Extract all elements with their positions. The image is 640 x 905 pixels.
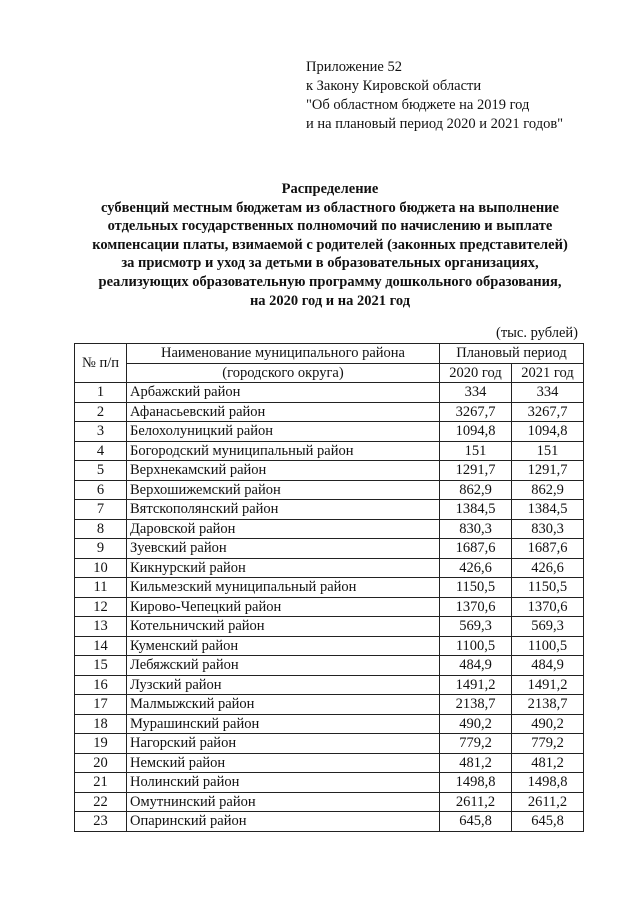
row-district-name: Вятскополянский район xyxy=(127,500,440,520)
row-value-2021: 1491,2 xyxy=(512,675,584,695)
row-value-2021: 830,3 xyxy=(512,519,584,539)
table-row xyxy=(75,812,584,832)
row-value-2020: 484,9 xyxy=(440,656,512,676)
subvention-table xyxy=(74,343,584,832)
row-number: 1 xyxy=(75,383,127,403)
row-value-2020: 1150,5 xyxy=(440,578,512,598)
table-row xyxy=(75,519,584,539)
row-district-name: Верхнекамский район xyxy=(127,461,440,481)
row-number: 15 xyxy=(75,656,127,676)
row-number: 14 xyxy=(75,636,127,656)
title-line: за присмотр и уход за детьми в образовательных организациях, xyxy=(121,255,539,272)
row-district-name: Мурашинский район xyxy=(127,714,440,734)
row-number: 18 xyxy=(75,714,127,734)
row-number: 16 xyxy=(75,675,127,695)
row-value-2021: 1498,8 xyxy=(512,773,584,793)
row-value-2021: 3267,7 xyxy=(512,402,584,422)
row-value-2020: 830,3 xyxy=(440,519,512,539)
row-value-2020: 151 xyxy=(440,441,512,461)
table-row xyxy=(75,734,584,754)
appendix-note xyxy=(306,58,563,134)
row-value-2020: 1100,5 xyxy=(440,636,512,656)
table-row xyxy=(75,675,584,695)
table-row xyxy=(75,597,584,617)
row-number: 4 xyxy=(75,441,127,461)
row-number: 21 xyxy=(75,773,127,793)
row-number: 22 xyxy=(75,792,127,812)
header-num: № п/п xyxy=(75,344,127,383)
row-district-name: Верхошижемский район xyxy=(127,480,440,500)
row-value-2020: 1384,5 xyxy=(440,500,512,520)
table-row xyxy=(75,714,584,734)
table-row xyxy=(75,500,584,520)
table-row xyxy=(75,480,584,500)
row-district-name: Омутнинский район xyxy=(127,792,440,812)
document-title xyxy=(60,180,600,310)
appendix-line: Приложение 52 xyxy=(306,59,402,75)
row-value-2020: 569,3 xyxy=(440,617,512,637)
row-value-2021: 1384,5 xyxy=(512,500,584,520)
row-value-2021: 862,9 xyxy=(512,480,584,500)
title-line: Распределение xyxy=(281,181,379,197)
header-2020: 2020 год xyxy=(440,363,512,383)
table-header-row xyxy=(75,344,584,364)
title-line: компенсации платы, взимаемой с родителей (законных представителей) xyxy=(92,236,568,253)
row-number: 10 xyxy=(75,558,127,578)
row-number: 6 xyxy=(75,480,127,500)
table-row xyxy=(75,636,584,656)
table-row xyxy=(75,383,584,403)
table-row xyxy=(75,461,584,481)
row-number: 13 xyxy=(75,617,127,637)
table-row xyxy=(75,422,584,442)
row-value-2021: 1291,7 xyxy=(512,461,584,481)
row-value-2020: 862,9 xyxy=(440,480,512,500)
row-district-name: Белохолуницкий район xyxy=(127,422,440,442)
row-number: 23 xyxy=(75,812,127,832)
row-value-2020: 490,2 xyxy=(440,714,512,734)
row-number: 19 xyxy=(75,734,127,754)
row-value-2020: 645,8 xyxy=(440,812,512,832)
row-value-2021: 2138,7 xyxy=(512,695,584,715)
row-number: 8 xyxy=(75,519,127,539)
row-value-2020: 779,2 xyxy=(440,734,512,754)
table-row xyxy=(75,773,584,793)
table-row xyxy=(75,578,584,598)
appendix-line: и на плановый период 2020 и 2021 годов" xyxy=(306,116,564,132)
title-line: на 2020 год и на 2021 год xyxy=(249,292,411,309)
row-number: 11 xyxy=(75,578,127,598)
table-row xyxy=(75,695,584,715)
table-row xyxy=(75,539,584,559)
table-row xyxy=(75,441,584,461)
appendix-line: к Закону Кировской области xyxy=(306,78,482,94)
row-district-name: Богородский муниципальный район xyxy=(127,441,440,461)
row-district-name: Нагорский район xyxy=(127,734,440,754)
row-district-name: Котельничский район xyxy=(127,617,440,637)
row-district-name: Кильмезский муниципальный район xyxy=(127,578,440,598)
row-number: 2 xyxy=(75,402,127,422)
row-district-name: Кирово-Чепецкий район xyxy=(127,597,440,617)
appendix-line: "Об областном бюджете на 2019 год xyxy=(306,97,530,113)
row-value-2020: 2611,2 xyxy=(440,792,512,812)
row-value-2021: 645,8 xyxy=(512,812,584,832)
row-value-2020: 2138,7 xyxy=(440,695,512,715)
row-number: 5 xyxy=(75,461,127,481)
row-district-name: Куменский район xyxy=(127,636,440,656)
row-value-2020: 1291,7 xyxy=(440,461,512,481)
table-row xyxy=(75,656,584,676)
row-district-name: Малмыжский район xyxy=(127,695,440,715)
row-value-2020: 1498,8 xyxy=(440,773,512,793)
row-number: 7 xyxy=(75,500,127,520)
row-number: 20 xyxy=(75,753,127,773)
header-name-sub: (городского округа) xyxy=(127,363,440,383)
row-value-2021: 569,3 xyxy=(512,617,584,637)
table-body xyxy=(75,383,584,832)
row-value-2021: 481,2 xyxy=(512,753,584,773)
row-district-name: Афанасьевский район xyxy=(127,402,440,422)
row-number: 9 xyxy=(75,539,127,559)
row-value-2020: 3267,7 xyxy=(440,402,512,422)
row-value-2021: 334 xyxy=(512,383,584,403)
row-district-name: Нолинский район xyxy=(127,773,440,793)
table-row xyxy=(75,617,584,637)
row-district-name: Зуевский район xyxy=(127,539,440,559)
table-row xyxy=(75,402,584,422)
row-value-2021: 2611,2 xyxy=(512,792,584,812)
row-number: 3 xyxy=(75,422,127,442)
row-value-2021: 779,2 xyxy=(512,734,584,754)
row-value-2020: 1094,8 xyxy=(440,422,512,442)
row-value-2020: 481,2 xyxy=(440,753,512,773)
row-district-name: Кикнурский район xyxy=(127,558,440,578)
row-number: 12 xyxy=(75,597,127,617)
table-row xyxy=(75,558,584,578)
row-value-2020: 426,6 xyxy=(440,558,512,578)
row-value-2021: 1094,8 xyxy=(512,422,584,442)
title-line: отдельных государственных полномочий по начислению и выплате xyxy=(107,218,553,235)
row-value-2021: 1100,5 xyxy=(512,636,584,656)
row-value-2021: 151 xyxy=(512,441,584,461)
row-value-2020: 1491,2 xyxy=(440,675,512,695)
row-district-name: Лебяжский район xyxy=(127,656,440,676)
header-period: Плановый период xyxy=(440,344,584,364)
row-number: 17 xyxy=(75,695,127,715)
table-row xyxy=(75,792,584,812)
row-value-2020: 1687,6 xyxy=(440,539,512,559)
header-name: Наименование муниципального района xyxy=(127,344,440,364)
units-label: (тыс. рублей) xyxy=(496,325,578,341)
row-value-2021: 426,6 xyxy=(512,558,584,578)
row-value-2021: 484,9 xyxy=(512,656,584,676)
header-2021: 2021 год xyxy=(512,363,584,383)
title-line: субвенций местным бюджетам из областного бюджета на выполнение xyxy=(101,199,559,216)
table-header-row xyxy=(75,363,584,383)
title-line: реализующих образовательную программу дошкольного образования, xyxy=(98,273,562,290)
row-value-2021: 490,2 xyxy=(512,714,584,734)
row-district-name: Лузский район xyxy=(127,675,440,695)
row-value-2021: 1150,5 xyxy=(512,578,584,598)
table-row xyxy=(75,753,584,773)
row-district-name: Арбажский район xyxy=(127,383,440,403)
row-value-2021: 1687,6 xyxy=(512,539,584,559)
row-district-name: Немский район xyxy=(127,753,440,773)
row-value-2020: 1370,6 xyxy=(440,597,512,617)
row-district-name: Даровской район xyxy=(127,519,440,539)
row-value-2021: 1370,6 xyxy=(512,597,584,617)
row-value-2020: 334 xyxy=(440,383,512,403)
row-district-name: Опаринский район xyxy=(127,812,440,832)
